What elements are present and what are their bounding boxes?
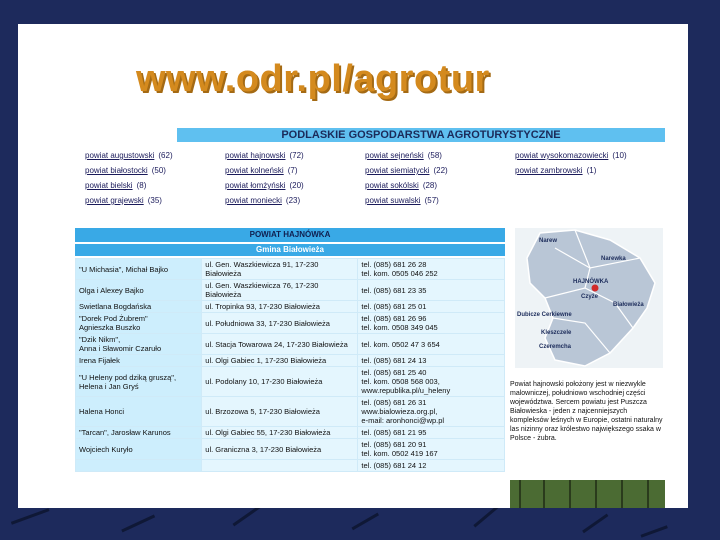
farm-contact: tel. (085) 681 21 95	[358, 427, 505, 439]
document-title: PODLASKIE GOSPODARSTWA AGROTURYSTYCZNE	[177, 128, 665, 142]
hajnowka-marker	[592, 285, 599, 292]
powiat-link[interactable]: powiat sejneński (58)	[365, 151, 442, 160]
farm-contact: tel. (085) 681 26 28 tel. kom. 0505 046 252	[358, 259, 505, 280]
powiat-list-col2	[225, 148, 304, 208]
map-label: Kleszczele	[541, 330, 572, 336]
farm-address: ul. Stacja Towarowa 24, 17-230 Białowieża	[202, 334, 358, 355]
powiat-list-col1	[85, 148, 173, 208]
farm-address: ul. Graniczna 3, 17-230 Białowieża	[202, 439, 358, 460]
farm-row	[76, 280, 505, 301]
farm-row	[76, 355, 505, 367]
farm-row	[76, 313, 505, 334]
farm-name: Olga i Alexey Bajko	[76, 280, 202, 301]
farm-row	[76, 427, 505, 439]
farm-name: "U Michasia", Michał Bajko	[76, 259, 202, 280]
farm-row	[76, 259, 505, 280]
farm-address: ul. Podolany 10, 17-230 Białowieża	[202, 367, 358, 397]
powiat-link[interactable]: powiat wysokomazowiecki (10)	[515, 151, 627, 160]
farm-name: "U Heleny pod dziką gruszą", Helena i Jan Gryś	[76, 367, 202, 397]
farm-name: "Dorek Pod Żubrem" Agnieszka Buszko	[76, 313, 202, 334]
farm-row	[76, 367, 505, 397]
powiat-link[interactable]: powiat bielski (8)	[85, 181, 147, 190]
farm-address: ul. Południowa 33, 17-230 Białowieża	[202, 313, 358, 334]
map-label: Białowieża	[613, 302, 644, 308]
farms-table	[75, 258, 505, 472]
slide-title: www.odr.pl/agrotur	[136, 58, 490, 100]
map-label: Dubicze Cerkiewne	[517, 312, 572, 318]
county-map-graphic	[515, 228, 663, 368]
farm-address: ul. Gen. Waszkiewicza 76, 17-230 Białowieża	[202, 280, 358, 301]
map-label: HAJNÓWKA	[573, 279, 609, 285]
powiat-list-col4	[515, 148, 627, 178]
farm-row	[76, 301, 505, 313]
county-description: Powiat hajnowski położony jest w niezwykle malowniczej, południowo wschodniej części województwa. Sercem powiatu jest Puszcza Białowieska - jeden z najcenniejszych kompleksów leśnych w Europie, ostatni naturalny las nizinny oraz królestwo największego ssaka w Polsce - żubra.	[510, 381, 663, 442]
powiat-section-title: POWIAT HAJNÓWKA	[75, 228, 505, 242]
farm-name: Irena Fijałek	[76, 355, 202, 367]
powiat-link[interactable]: powiat kolneński (7)	[225, 166, 298, 175]
farm-address	[202, 460, 358, 472]
document	[75, 128, 665, 508]
farm-name: Halena Honci	[76, 397, 202, 427]
farm-contact: tel. kom. 0502 47 3 654	[358, 334, 505, 355]
powiat-link[interactable]: powiat hajnowski (72)	[225, 151, 304, 160]
powiat-link[interactable]: powiat zambrowski (1)	[515, 166, 597, 175]
forest-photo	[510, 480, 665, 508]
farm-name: Wojciech Kuryło	[76, 439, 202, 460]
powiat-link[interactable]: powiat grajewski (35)	[85, 196, 162, 205]
farm-row	[76, 397, 505, 427]
powiat-link[interactable]: powiat siemiatycki (22)	[365, 166, 448, 175]
farm-contact: tel. (085) 681 23 35	[358, 280, 505, 301]
farm-address: ul. Olgi Gabiec 1, 17-230 Białowieża	[202, 355, 358, 367]
powiat-link[interactable]: powiat augustowski (62)	[85, 151, 173, 160]
map-label: Czeremcha	[539, 344, 572, 350]
farm-contact: tel. (085) 681 26 31 www.bialowieza.org.pl, e-mail: aronhonci@wp.pl	[358, 397, 505, 427]
powiat-link[interactable]: powiat łomżyński (20)	[225, 181, 304, 190]
powiat-link[interactable]: powiat białostocki (50)	[85, 166, 166, 175]
farm-contact: tel. (085) 681 25 01	[358, 301, 505, 313]
farm-address: ul. Tropinka 93, 17-230 Białowieża	[202, 301, 358, 313]
farm-row	[76, 439, 505, 460]
farm-name: Swietlana Bogdańska	[76, 301, 202, 313]
farm-row	[76, 334, 505, 355]
farm-row	[76, 460, 505, 472]
farm-contact: tel. (085) 681 24 13	[358, 355, 505, 367]
county-map	[515, 228, 663, 368]
powiat-list-col3	[365, 148, 448, 208]
farm-contact: tel. (085) 681 24 12	[358, 460, 505, 472]
farm-name: "Dzik Nikm", Anna i Sławomir Czaruło	[76, 334, 202, 355]
map-label: Narewka	[601, 256, 626, 262]
farm-contact: tel. (085) 681 20 91 tel. kom. 0502 419 167	[358, 439, 505, 460]
farm-name: "Tarcan", Jarosław Karunos	[76, 427, 202, 439]
farm-address: ul. Gen. Waszkiewicza 91, 17-230 Białowieża	[202, 259, 358, 280]
farm-address: ul. Olgi Gabiec 55, 17-230 Białowieża	[202, 427, 358, 439]
farm-name	[76, 460, 202, 472]
map-label: Czyże	[581, 294, 599, 300]
powiat-link[interactable]: powiat moniecki (23)	[225, 196, 301, 205]
powiat-link[interactable]: powiat suwalski (57)	[365, 196, 439, 205]
farm-contact: tel. (085) 681 25 40 tel. kom. 0508 568 003, www.republika.pl/u_heleny	[358, 367, 505, 397]
farm-contact: tel. (085) 681 26 96 tel. kom. 0508 349 045	[358, 313, 505, 334]
map-label: Narew	[539, 238, 558, 244]
gmina-header: Gmina Białowieża	[75, 244, 505, 256]
farm-address: ul. Brzozowa 5, 17-230 Białowieża	[202, 397, 358, 427]
powiat-link[interactable]: powiat sokólski (28)	[365, 181, 438, 190]
